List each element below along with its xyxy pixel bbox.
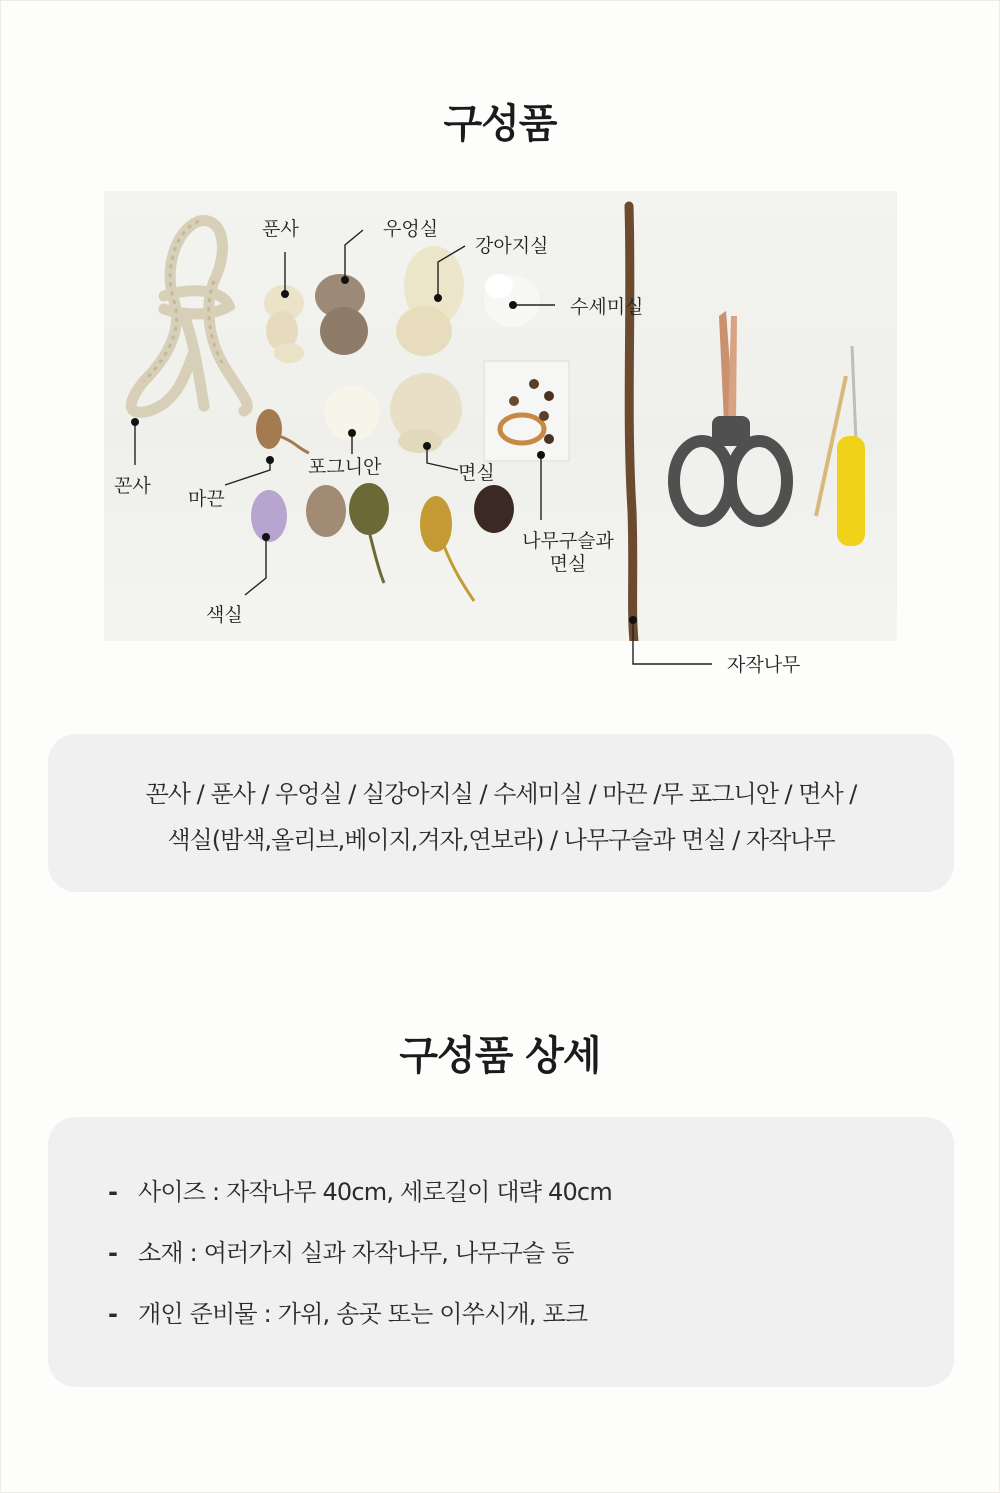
detail-text: 사이즈 : 자작나무 40cm, 세로길이 대략 40cm: [138, 1178, 612, 1206]
section-title-components: 구성품: [443, 101, 557, 147]
detail-dash: -: [108, 1239, 118, 1267]
punsa-skein-illustration: [264, 285, 304, 363]
callout-makkeun: 마끈: [188, 488, 225, 510]
callout-wooden-beads-line2: 면실: [549, 552, 587, 575]
detail-dash: -: [108, 1178, 118, 1206]
components-photo-illustration: [104, 191, 897, 641]
susemisil-illustration: [484, 274, 540, 327]
components-summary-box: [48, 734, 954, 892]
callout-kkonsa: 꼰사: [114, 475, 151, 497]
birch-stick-illustration: [629, 206, 634, 641]
makkeun-skein-illustration: [256, 409, 309, 453]
callout-susemisil: 수세미실: [570, 296, 644, 318]
detail-row-personal-supplies: [108, 1294, 587, 1329]
callout-punsa: 푼사: [262, 218, 299, 240]
components-photo: [104, 191, 897, 641]
callout-jajaknamu: 자작나무: [727, 654, 801, 676]
callout-pogeunian: 포그니안: [308, 456, 382, 478]
myeonsil-skein-illustration: [390, 373, 462, 453]
pogeunian-skein-illustration: [324, 385, 380, 441]
wooden-beads-bag-illustration: [484, 361, 569, 461]
callout-gangajisil: 강아지실: [475, 235, 549, 257]
detail-text: 개인 준비물 : 가위, 송곳 또는 이쑤시개, 포크: [138, 1300, 588, 1328]
colored-thread-illustration: [251, 483, 514, 601]
callout-wooden-beads: [512, 530, 624, 576]
components-summary-line1: 꼰사 / 푼사 / 우엉실 / 실강아지실 / 수세미실 / 마끈 /무 포그니안 / 면사 /: [145, 780, 857, 808]
components-summary-line2: 색실(밤색,올리브,베이지,겨자,연보라) / 나무구슬과 면실 / 자작나무: [167, 826, 835, 854]
scissors-illustration: [674, 311, 787, 521]
detail-text: 소재 : 여러가지 실과 자작나무, 나무구슬 등: [138, 1239, 574, 1267]
callout-myeonsil: 면실: [458, 462, 495, 484]
component-details-box: [48, 1117, 954, 1387]
section-title-component-details: 구성품 상세: [399, 1033, 601, 1079]
ueongsil-skein-illustration: [315, 274, 368, 355]
twisted-rope-illustration: [131, 221, 247, 413]
detail-row-material: [108, 1233, 574, 1268]
callout-saeksil: 색실: [206, 604, 243, 626]
callout-ueongsil: 우엉실: [383, 218, 439, 240]
awl-illustration: [816, 346, 865, 546]
detail-row-size: [108, 1172, 612, 1207]
gangajisil-skein-illustration: [396, 246, 464, 356]
detail-dash: -: [108, 1300, 118, 1328]
callout-wooden-beads-line1: 나무구슬과: [522, 530, 614, 552]
